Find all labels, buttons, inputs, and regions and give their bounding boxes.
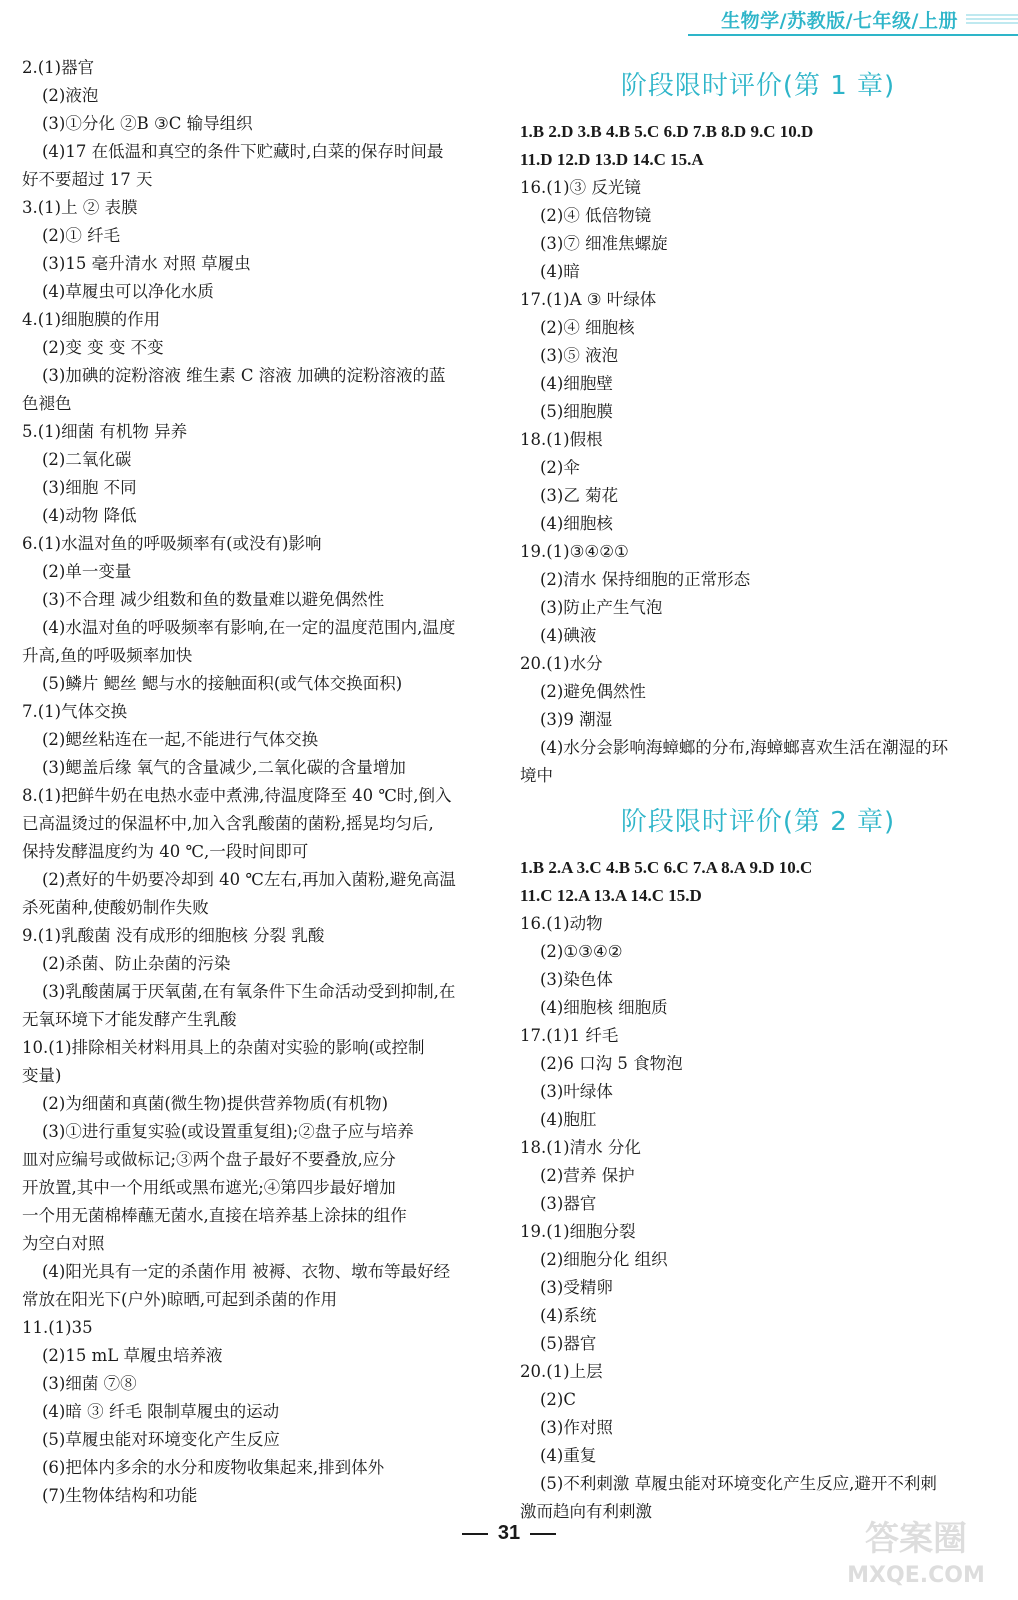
answer-line: (2)液泡 [42, 86, 99, 105]
answer-line: (2)鳃丝粘连在一起,不能进行气体交换 [42, 730, 319, 749]
answer-line: (4)阳光具有一定的杀菌作用 被褥、衣物、墩布等最好经 [42, 1262, 451, 1281]
answer-line: 11.(1)35 [22, 1318, 93, 1337]
answer-line: (4)水温对鱼的呼吸频率有影响,在一定的温度范围内,温度 [42, 618, 456, 637]
answer-line: 境中 [520, 766, 553, 785]
answer-line: (5)鳞片 鳃丝 鳃与水的接触面积(或气体交换面积) [42, 674, 403, 693]
answer-line: 无氧环境下才能发酵产生乳酸 [22, 1010, 237, 1029]
answer-line: 杀死菌种,使酸奶制作失败 [22, 898, 209, 917]
answer-line: (4)细胞壁 [540, 374, 613, 393]
answer-line: (4)细胞核 [540, 514, 613, 533]
answer-line: (3)细胞 不同 [42, 478, 137, 497]
answer-line: (2)变 变 变 不变 [42, 338, 164, 357]
answer-line: (3)①进行重复实验(或设置重复组);②盘子应与培养 [42, 1122, 414, 1141]
answer-line: 为空白对照 [22, 1234, 105, 1253]
answer-line: (5)不利刺激 草履虫能对环境变化产生反应,避开不利刺 [540, 1474, 937, 1493]
answer-line: (2)二氧化碳 [42, 450, 132, 469]
answer-line: (2)① 纤毛 [42, 226, 121, 245]
answer-line: 7.(1)气体交换 [22, 702, 128, 721]
running-header [658, 0, 1018, 40]
header-title: 生物学/苏教版/七年级/上册 [721, 10, 958, 32]
answer-line: (4)水分会影响海蟑螂的分布,海蟑螂喜欢生活在潮湿的环 [540, 738, 949, 757]
answer-line: 8.(1)把鲜牛奶在电热水壶中煮沸,待温度降至 40 ℃时,倒入 [22, 786, 452, 805]
answer-line: 20.(1)水分 [520, 654, 603, 673]
answer-line: 变量) [22, 1066, 62, 1085]
answer-line: 色褪色 [22, 394, 72, 413]
mc-answers-row: 11.D 12.D 13.D 14.C 15.A [520, 150, 704, 169]
answer-line: (2)④ 低倍物镜 [540, 206, 652, 225]
answer-line: (3)作对照 [540, 1418, 613, 1437]
header-rule [688, 34, 1018, 36]
answer-line: (4)暗 [540, 262, 580, 281]
answer-line: (3)乳酸菌属于厌氧菌,在有氧条件下生命活动受到抑制,在 [42, 982, 456, 1001]
answer-line: 已高温烫过的保温杯中,加入含乳酸菌的菌粉,摇晃均匀后, [22, 814, 434, 833]
answer-line: 19.(1)③④②① [520, 542, 629, 561]
answer-line: (5)器官 [540, 1334, 597, 1353]
mc-answers-row: 1.B 2.A 3.C 4.B 5.C 6.C 7.A 8.A 9.D 10.C [520, 858, 813, 877]
right-answer-column [520, 54, 996, 1526]
answer-line: (4)细胞核 细胞质 [540, 998, 668, 1017]
answer-line: 17.(1)1 纤毛 [520, 1026, 619, 1045]
answer-line: (3)加碘的淀粉溶液 维生素 C 溶液 加碘的淀粉溶液的蓝 [42, 366, 446, 385]
section-title-chapter-2: 阶段限时评价(第 2 章) [620, 807, 896, 837]
answer-line: (3)染色体 [540, 970, 613, 989]
answer-line: (3)防止产生气泡 [540, 598, 663, 617]
answer-line: 18.(1)清水 分化 [520, 1138, 641, 1157]
answer-line: (4)胞肛 [540, 1110, 597, 1129]
answer-line: (2)15 mL 草履虫培养液 [42, 1346, 223, 1365]
answer-line: 2.(1)器官 [22, 58, 95, 77]
watermark-text: 答案圈 [865, 1519, 967, 1559]
mc-answers-row: 11.C 12.A 13.A 14.C 15.D [520, 886, 702, 905]
answer-line: 10.(1)排除相关材料用具上的杂菌对实验的影响(或控制 [22, 1038, 425, 1057]
answer-line: (2)细胞分化 组织 [540, 1250, 668, 1269]
answer-line: 5.(1)细菌 有机物 异养 [22, 422, 188, 441]
answer-line: (3)9 潮湿 [540, 710, 613, 729]
answer-line: (4)碘液 [540, 626, 597, 645]
answer-line: (6)把体内多余的水分和废物收集起来,排到体外 [42, 1458, 385, 1477]
answer-line: 3.(1)上 ② 表膜 [22, 198, 138, 217]
answer-line: 好不要超过 17 天 [22, 170, 153, 189]
answer-line: 保持发酵温度约为 40 ℃,一段时间即可 [22, 842, 309, 861]
answer-line: (3)⑦ 细准焦螺旋 [540, 234, 668, 253]
answer-line: (5)草履虫能对环境变化产生反应 [42, 1430, 280, 1449]
answer-line: (3)叶绿体 [540, 1082, 613, 1101]
section-2-answers [520, 910, 996, 1526]
answer-line: (2)为细菌和真菌(微生物)提供营养物质(有机物) [42, 1094, 389, 1113]
answer-line: 常放在阳光下(户外)晾晒,可起到杀菌的作用 [22, 1290, 338, 1309]
section-1-answers [520, 174, 996, 790]
svg-text:MXQE.COM: MXQE.COM [847, 1563, 985, 1588]
section-title-chapter-1: 阶段限时评价(第 1 章) [620, 71, 896, 101]
answer-line: 4.(1)细胞膜的作用 [22, 310, 161, 329]
answer-line: 17.(1)A ③ 叶绿体 [520, 290, 657, 309]
answer-line: 开放置,其中一个用纸或黑布遮光;④第四步最好增加 [22, 1178, 396, 1197]
answer-line: (3)⑤ 液泡 [540, 346, 619, 365]
answer-line: (2)6 口沟 5 食物泡 [540, 1054, 683, 1073]
answer-line: 9.(1)乳酸菌 没有成形的细胞核 分裂 乳酸 [22, 926, 325, 945]
answer-line: 18.(1)假根 [520, 430, 603, 449]
answer-line: 一个用无菌棉棒蘸无菌水,直接在培养基上涂抹的组作 [22, 1206, 407, 1225]
mc-answers-row: 1.B 2.D 3.B 4.B 5.C 6.D 7.B 8.D 9.C 10.D [520, 122, 814, 141]
answer-line: (7)生物体结构和功能 [42, 1486, 198, 1505]
answer-line: 19.(1)细胞分裂 [520, 1222, 636, 1241]
answer-line: 6.(1)水温对鱼的呼吸频率有(或没有)影响 [22, 534, 322, 553]
answer-line: (3)乙 菊花 [540, 486, 619, 505]
answer-line: (3)①分化 ②B ③C 输导组织 [42, 114, 253, 133]
answer-line: (4)草履虫可以净化水质 [42, 282, 214, 301]
answer-line: 皿对应编号或做标记;③两个盘子最好不要叠放,应分 [22, 1150, 396, 1169]
answer-line: (4)动物 降低 [42, 506, 137, 525]
answer-line: (3)细菌 ⑦⑧ [42, 1374, 137, 1393]
answer-line: (2)煮好的牛奶要冷却到 40 ℃左右,再加入菌粉,避免高温 [42, 870, 456, 889]
answer-line: (4)重复 [540, 1446, 597, 1465]
answer-line: (2)避免偶然性 [540, 682, 646, 701]
answer-line: (3)鳃盖后缘 氧气的含量减少,二氧化碳的含量增加 [42, 758, 406, 777]
answer-line: (2)营养 保护 [540, 1166, 635, 1185]
answer-line: (4)系统 [540, 1306, 597, 1325]
answer-line: (2)①③④② [540, 942, 623, 961]
header-stripe-decoration [966, 14, 1018, 26]
watermark-logo [826, 1502, 1006, 1592]
answer-line: (4)暗 ③ 纤毛 限制草履虫的运动 [42, 1402, 280, 1421]
answer-line: (3)器官 [540, 1194, 597, 1213]
answer-line: 16.(1)③ 反光镜 [520, 178, 641, 197]
answer-line: (3)15 毫升清水 对照 草履虫 [42, 254, 251, 273]
answer-line: (2)清水 保持细胞的正常形态 [540, 570, 751, 589]
answer-line: (2)杀菌、防止杂菌的污染 [42, 954, 231, 973]
answer-line: (4)17 在低温和真空的条件下贮藏时,白菜的保存时间最 [42, 142, 444, 161]
answer-line: (2)单一变量 [42, 562, 132, 581]
answer-line: 16.(1)动物 [520, 914, 603, 933]
answer-line: (5)细胞膜 [540, 402, 613, 421]
answer-line: (2)C [540, 1390, 576, 1409]
answer-line: (3)受精卵 [540, 1278, 613, 1297]
page-number-text: 31 [497, 1522, 521, 1544]
answer-line: 升高,鱼的呼吸频率加快 [22, 646, 193, 665]
answer-line: (3)不合理 减少组数和鱼的数量难以避免偶然性 [42, 590, 385, 609]
answer-line: (2)④ 细胞核 [540, 318, 635, 337]
left-answer-column [22, 54, 500, 1510]
answer-line: (2)伞 [540, 458, 580, 477]
answer-line: 激而趋向有利刺激 [520, 1502, 652, 1521]
answer-line: 20.(1)上层 [520, 1362, 603, 1381]
